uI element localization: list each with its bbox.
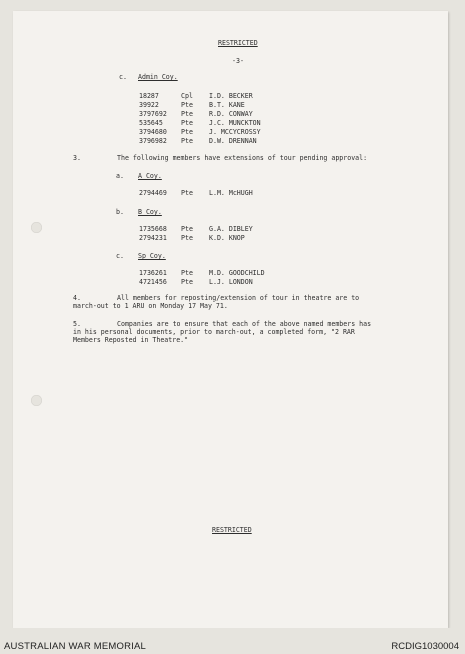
archive-institution: AUSTRALIAN WAR MEMORIAL (4, 641, 147, 652)
service-number: 3794680 (139, 128, 167, 136)
member-row (13, 278, 448, 286)
rank: Pte (181, 110, 193, 118)
page-number: -3- (232, 57, 244, 65)
service-number: 2794469 (139, 189, 167, 197)
member-row (13, 137, 448, 145)
rank: Pte (181, 189, 193, 197)
rank: Pte (181, 128, 193, 136)
service-number: 18287 (139, 92, 159, 100)
classification-header: RESTRICTED (218, 39, 258, 47)
member-name: J.C. MUNCKTON (209, 119, 261, 127)
company-heading: B Coy. (138, 208, 162, 216)
company-heading: Admin Coy. (138, 73, 178, 81)
rank: Pte (181, 101, 193, 109)
member-name: R.D. CONWAY (209, 110, 253, 118)
rank: Pte (181, 137, 193, 145)
paragraph-number: 3. (73, 154, 81, 162)
rank: Pte (181, 234, 193, 242)
archive-reference: RCDIG1030004 (391, 641, 459, 652)
rank: Pte (181, 269, 193, 277)
subpara-letter: c. (119, 73, 127, 81)
service-number: 4721456 (139, 278, 167, 286)
member-row (13, 92, 448, 100)
paragraph-number: 5. (73, 320, 81, 328)
member-name: G.A. DIBLEY (209, 225, 253, 233)
subpara-letter: c. (116, 252, 124, 260)
service-number: 1735668 (139, 225, 167, 233)
rank: Pte (181, 278, 193, 286)
member-row (13, 189, 448, 197)
member-name: I.D. BECKER (209, 92, 253, 100)
subpara-letter: a. (116, 172, 124, 180)
paragraph-text: in his personal documents, prior to march-out, a completed form, "2 RAR (73, 328, 355, 336)
member-name: L.J. LONDON (209, 278, 253, 286)
member-row (13, 119, 448, 127)
rank: Pte (181, 225, 193, 233)
paragraph-text: Members Reposted in Theatre." (73, 336, 189, 344)
member-row (13, 110, 448, 118)
member-name: K.D. KNOP (209, 234, 245, 242)
member-row (13, 128, 448, 136)
classification-footer: RESTRICTED (212, 526, 252, 534)
member-row (13, 101, 448, 109)
company-heading: Sp Coy. (138, 252, 166, 260)
service-number: 3797692 (139, 110, 167, 118)
punch-hole-bottom (31, 395, 42, 406)
paragraph-text: All members for reposting/extension of tour in theatre are to (117, 294, 360, 302)
service-number: 2794231 (139, 234, 167, 242)
member-name: L.M. McHUGH (209, 189, 253, 197)
member-row (13, 234, 448, 242)
service-number: 535645 (139, 119, 163, 127)
member-name: D.W. DRENNAN (209, 137, 257, 145)
subpara-letter: b. (116, 208, 124, 216)
service-number: 1736261 (139, 269, 167, 277)
member-name: J. MCCYCROSSY (209, 128, 261, 136)
service-number: 39922 (139, 101, 159, 109)
paragraph-number: 4. (73, 294, 81, 302)
member-row (13, 225, 448, 233)
rank: Pte (181, 119, 193, 127)
document-page (13, 11, 448, 628)
member-name: M.D. GOODCHILD (209, 269, 265, 277)
paragraph-text: Companies are to ensure that each of the above named members has (117, 320, 372, 328)
rank: Cpl (181, 92, 193, 100)
member-name: B.T. KANE (209, 101, 245, 109)
paragraph-text: march-out to 1 ARU on Monday 17 May 71. (73, 302, 228, 310)
service-number: 3796982 (139, 137, 167, 145)
company-heading: A Coy. (138, 172, 162, 180)
paragraph-text: The following members have extensions of tour pending approval: (117, 154, 368, 162)
archive-footer (0, 628, 465, 654)
member-row (13, 269, 448, 277)
